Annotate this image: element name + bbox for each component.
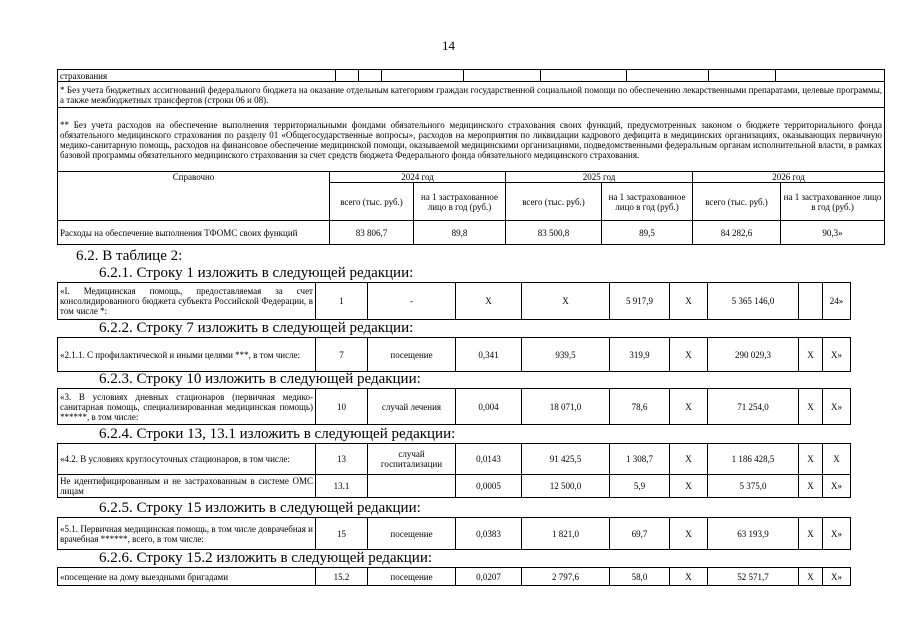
table-cell: 71 254,0	[708, 389, 799, 425]
table-cell: 12 500,0	[522, 475, 610, 498]
table-row	[58, 518, 851, 550]
table-cell: 5 365 146,0	[708, 283, 799, 320]
section-heading: 6.2.5. Строку 15 изложить в следующей редакции:	[99, 500, 421, 516]
table-cell: 13	[316, 444, 368, 475]
table-cell: -	[368, 283, 456, 320]
section-heading: 6.2.2. Строку 7 изложить в следующей редакции:	[99, 320, 414, 336]
table-cell: 5 375,0	[708, 475, 799, 498]
table-cell: 18 071,0	[522, 389, 610, 425]
table-cell: 5 917,9	[610, 283, 670, 320]
table-cell: Х»	[823, 389, 851, 425]
table-cell: посещение	[368, 568, 456, 586]
table-cell: 0,341	[456, 338, 522, 372]
expense-value: 90,3»	[781, 221, 885, 245]
table-cell: посещение	[368, 338, 456, 372]
table-cell: 13.1	[316, 475, 368, 498]
table-cell: случай лечения	[368, 389, 456, 425]
table-cell: Х	[799, 444, 823, 475]
table-cell: 0,0005	[456, 475, 522, 498]
table-cell: 7	[316, 338, 368, 372]
table-row	[58, 444, 851, 475]
table-cell: «посещение на дому выездными бригадами	[58, 568, 316, 586]
table-cell: 15	[316, 518, 368, 550]
year-2026: 2026 год	[693, 172, 885, 183]
table-cell: Не идентифицированным и не застрахованным в системе ОМС лицам	[58, 475, 316, 498]
table-cell: Х	[799, 568, 823, 586]
expense-value: 89,8	[414, 221, 506, 245]
year-2025: 2025 год	[506, 172, 693, 183]
expense-value: 83 806,7	[330, 221, 414, 245]
table-cell: 69,7	[610, 518, 670, 550]
table-cell: «3. В условиях дневных стационаров (первичная медико-санитарная помощь, специализированная медицинская помощь) ******, в том числе:	[58, 389, 316, 425]
table-cell: 1 821,0	[522, 518, 610, 550]
table-cell: 290 029,3	[708, 338, 799, 372]
table-cell: 58,0	[610, 568, 670, 586]
table-cell: 0,0143	[456, 444, 522, 475]
footnote-1: * Без учета бюджетных ассигнований федерального бюджета на оказание отдельным категориям граждан государственной социальной помощи по обеспечению лекарственными препаратами, целевые программы, а также межбюджетных трансфертов (строки 06 и 08).	[58, 82, 885, 108]
expense-label: Расходы на обеспечение выполнения ТФОМС своих функций	[58, 221, 330, 245]
amend-table-2	[57, 337, 851, 372]
table-cell: Х	[670, 338, 708, 372]
table-cell: «5.1. Первичная медицинская помощь, в том числе доврачебная и врачебная ******, всего, в том числе:	[58, 518, 316, 550]
section-heading: 6.2.6. Строку 15.2 изложить в следующей редакции:	[99, 550, 433, 566]
table-cell: посещение	[368, 518, 456, 550]
table-row	[58, 389, 851, 425]
table-cell: 15.2	[316, 568, 368, 586]
expense-value: 89,5	[602, 221, 693, 245]
year-2024: 2024 год	[330, 172, 506, 183]
col-total: всего (тыс. руб.)	[506, 183, 602, 221]
table-cell	[799, 283, 823, 320]
table-cell: 91 425,5	[522, 444, 610, 475]
table-cell: 1 186 428,5	[708, 444, 799, 475]
table-cell: 0,004	[456, 389, 522, 425]
table-cell: Х»	[823, 475, 851, 498]
expense-value: 83 500,8	[506, 221, 602, 245]
table-cell: 0,0207	[456, 568, 522, 586]
table-cell: 78,6	[610, 389, 670, 425]
table-cell: «2.1.1. С профилактической и иными целями ***, в том числе:	[58, 338, 316, 372]
table-cell: 0,0383	[456, 518, 522, 550]
footnote-2: ** Без учета расходов на обеспечение выполнения территориальными фондами обязательного медицинского страхования своих функций, предусмотренных законом о бюджете территориального фонда обязательного медицинского страхования по разделу 01 «Общегосударственные вопросы», расходов на мероприятия по ликвидации кадрового дефицита в медицинских организациях, оказывающих первичную медико-санитарную помощь, расходов на финансовое обеспечение медицинской помощи, оказываемой медицинскими организациями, подведомственными федеральным органам исполнительной власти, в рамках базовой программы обязательного медицинского страхования за счет средств бюджета Федерального фонда обязательного медицинского страхования.	[58, 108, 885, 172]
table-cell: Х»	[823, 568, 851, 586]
section-heading: 6.2.1. Строку 1 изложить в следующей редакции:	[99, 265, 414, 281]
table-cell: Х	[823, 444, 851, 475]
amend-table-5	[57, 517, 851, 550]
table-cell: Х	[670, 568, 708, 586]
section-heading: 6.2.3. Строку 10 изложить в следующей редакции:	[99, 371, 421, 387]
table-cell: 1	[316, 283, 368, 320]
col-per-insured: на 1 застрахованное лицо в год (руб.)	[781, 183, 885, 221]
table-cell: случай госпитализации	[368, 444, 456, 475]
col-per-insured: на 1 застрахованное лицо в год (руб.)	[414, 183, 506, 221]
table-cell: 10	[316, 389, 368, 425]
table-cell: 319,9	[610, 338, 670, 372]
table-cell: Х	[522, 283, 610, 320]
table-cell: Х	[799, 518, 823, 550]
table-cell: 63 193,9	[708, 518, 799, 550]
table-cell	[368, 475, 456, 498]
table-cell: Х	[456, 283, 522, 320]
table-row	[58, 568, 851, 586]
table-cell: 5,9	[610, 475, 670, 498]
table-cell: Х	[670, 283, 708, 320]
amend-table-1	[57, 282, 851, 320]
table-cell: Х»	[823, 338, 851, 372]
table-cell: Х»	[823, 518, 851, 550]
table-cell: 24»	[823, 283, 851, 320]
reference-table	[57, 69, 885, 172]
table-row	[58, 338, 851, 372]
col-total: всего (тыс. руб.)	[693, 183, 781, 221]
col-per-insured: на 1 застрахованное лицо в год (руб.)	[602, 183, 693, 221]
table-cell: Х	[670, 518, 708, 550]
table-cell: Х	[670, 389, 708, 425]
table-row	[58, 283, 851, 320]
section-heading: 6.2.4. Строки 13, 13.1 изложить в следующей редакции:	[99, 426, 456, 442]
expense-reference-table	[57, 171, 885, 245]
table-cell: Х	[799, 338, 823, 372]
ref-label: Справочно	[58, 172, 330, 221]
amend-table-3	[57, 388, 851, 425]
page-number: 14	[442, 38, 455, 53]
table-cell: Х	[799, 389, 823, 425]
cont-cell: страхования	[58, 70, 336, 82]
table-cell: «I. Медицинская помощь, предоставляемая за счет консолидированного бюджета субъекта Российской Федерации, в том числе *:	[58, 283, 316, 320]
table-cell: «4.2. В условиях круглосуточных стационаров, в том числе:	[58, 444, 316, 475]
section-heading: 6.2. В таблице 2:	[76, 248, 183, 264]
table-row	[58, 475, 851, 498]
col-total: всего (тыс. руб.)	[330, 183, 414, 221]
table-cell: 52 571,7	[708, 568, 799, 586]
expense-value: 84 282,6	[693, 221, 781, 245]
amend-table-6	[57, 567, 851, 586]
table-cell: 939,5	[522, 338, 610, 372]
table-cell: 2 797,6	[522, 568, 610, 586]
amend-table-4	[57, 443, 851, 498]
table-cell: 1 308,7	[610, 444, 670, 475]
table-cell: Х	[799, 475, 823, 498]
table-cell: Х	[670, 475, 708, 498]
table-cell: Х	[670, 444, 708, 475]
